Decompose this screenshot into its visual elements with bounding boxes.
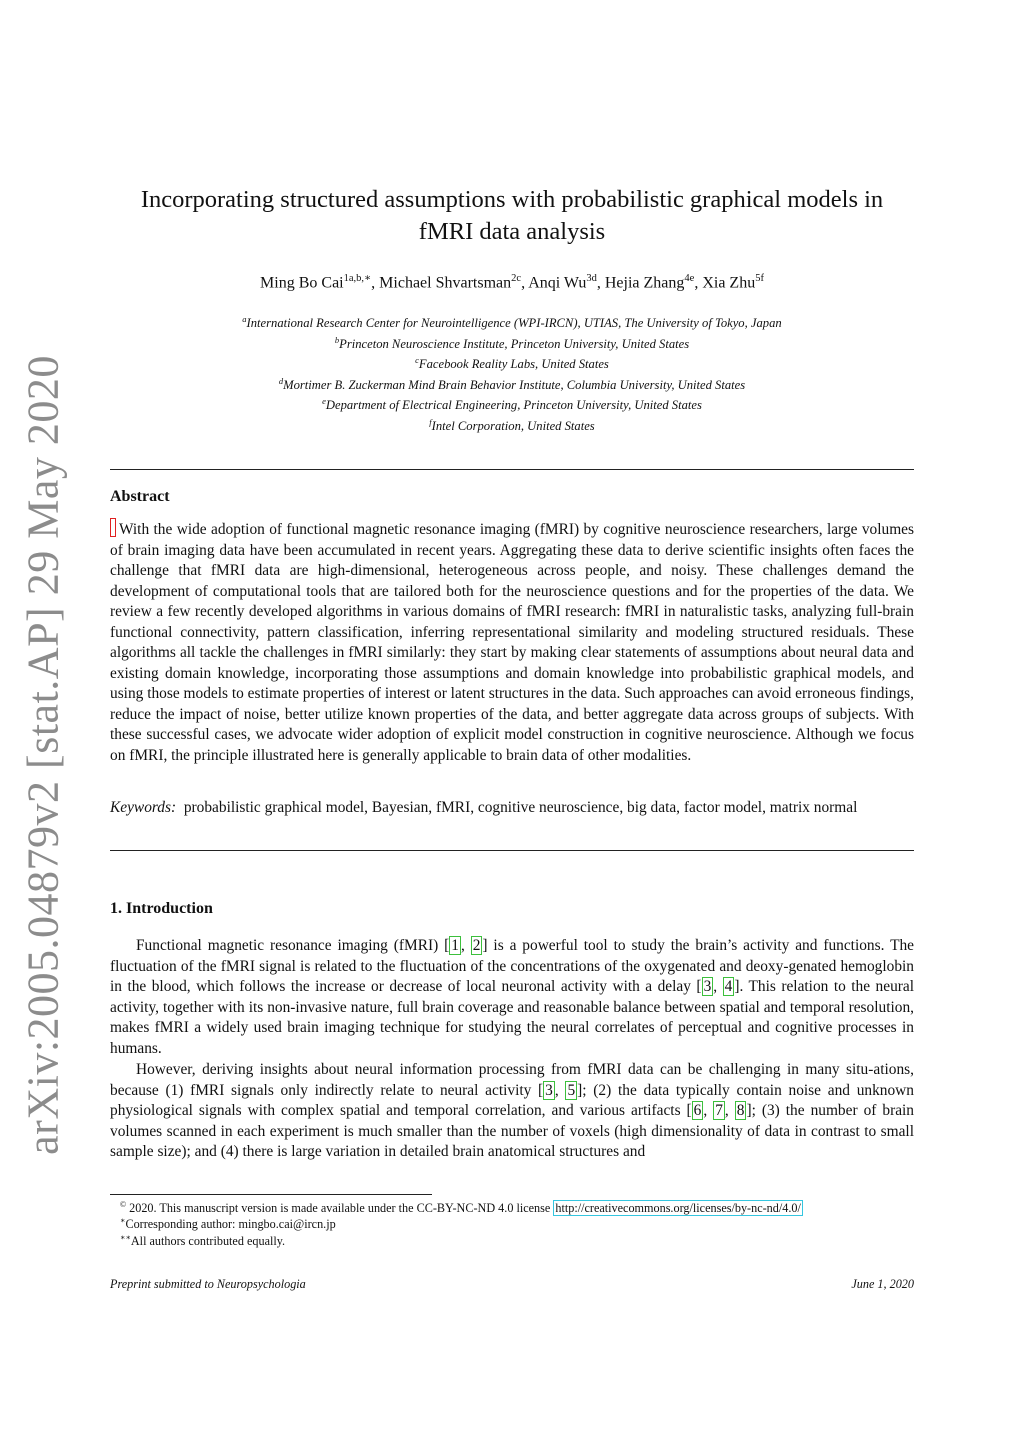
body-text: ] is a powerful tool to study the brain’s activity and functions. The fluctuation of the fMRI signal is related to the fluctuation of the concentrations of the oxygenated and deoxy-genated hemoglobin in the blood, which follows the increase or decrease of local neuronal activity with a delay [ [110,937,914,995]
body-text: , [713,978,723,995]
affiliation-text: Intel Corporation, United States [431,419,595,434]
arxiv-identifier-sidebar [18,355,68,1155]
abstract-body [110,518,914,766]
citation-link[interactable]: 8 [736,1102,745,1119]
body-text: , [703,1102,714,1119]
intro-paragraph-1 [110,936,914,1059]
affiliation-sup: b [334,334,340,345]
affiliation-item [110,373,914,394]
title-line-2: fMRI data analysis [418,218,606,245]
body-text: ]; (3) the number of brain volumes scanned in each experiment is much smaller than the number of voxels (high dimensionality of data in contrast to small sample size); and (4) there is large variation in detailed brain anatomical structures and [110,1102,914,1160]
equal-text: All authors contributed equally. [130,1234,286,1249]
keywords-text: probabilistic graphical model, Bayesian, fMRI, cognitive neuroscience, big data, factor model, matrix normal [183,799,858,816]
citation-link[interactable]: 1 [451,937,459,954]
citation-link[interactable]: 2 [472,937,481,954]
footnote-mark: ∗∗ [120,1233,131,1242]
citation-link[interactable]: 5 [567,1081,576,1099]
footnote-mark: ∗ [120,1216,126,1225]
affiliation-list [110,311,914,435]
author-affil-sup: 2c [511,273,522,284]
arxiv-identifier-text: arXiv:2005.04879v2 [stat.AP] 29 May 2020 [18,355,68,1155]
affiliation-sup: c [415,355,419,366]
author-name: Xia Zhu [702,274,756,292]
affiliation-sup: f [429,416,432,427]
license-link[interactable]: http://creativecommons.org/licenses/by-nc-nd/4.0/ [555,1201,801,1216]
author-list [110,272,914,292]
author-separator: , [694,274,703,292]
author-affil-sup: 1a,b,∗ [343,273,372,284]
affiliation-item [110,393,914,414]
affiliation-text: Department of Electrical Engineering, Princeton University, United States [325,398,702,413]
keywords [110,798,914,819]
body-text: , [724,1102,735,1119]
author-separator: , [596,274,605,292]
affiliation-text: Facebook Reality Labs, United States [418,357,609,372]
affiliation-sup: e [322,396,326,407]
citation-link[interactable]: 3 [545,1081,553,1099]
body-text: ]. This relation to the neural activity, together with its non-invasive nature, full brain coverage and reasonable balance between spatial and temporal resolution, makes fMRI a widely used brain imaging technique for studying the neural correlates of perceptual and cognitive processes in humans. [110,978,915,1057]
body-text: ]; (2) the data typically contain noise and unknown physiological signals with complex spatial and temporal correlation, and various artifacts [ [110,1081,914,1119]
author-affil-sup: 4e [684,273,695,284]
author-name: Hejia Zhang [604,274,685,292]
intro-paragraph-2 [110,1060,914,1163]
body-text: , [554,1081,566,1099]
abstract-text: With the wide adoption of functional magnetic resonance imaging (fMRI) by cognitive neuroscience researchers, large volumes of brain imaging data have been accumulated in recent years. Aggregating these data to derive scientific insights often faces the challenge that fMRI data are high-dimensional, heterogeneous across people, and noisy. These challenges demand the development of computational tools that are tailored both for the neuroscience questions and for the properties of the data. We review a few recently developed algorithms in various domains of fMRI research: fMRI in naturalistic tasks, analyzing full-brain functional connectivity, pattern classification, inferring representational similarity and modeling structured residuals. These algorithms all tackle the challenges in fMRI similarly: they start by making clear statements of assumptions about neural data and existing domain knowledge, incorporating those assumptions and domain knowledge into probabilistic graphical models, and using those models to estimate properties of interest or latent structures in the data. Such approaches can avoid erroneous findings, reduce the impact of noise, better utilize known properties of the data, and better aggregate data across groups of subjects. With these successful cases, we advocate wider adoption of explicit model construction in cognitive neuroscience. Although we focus on fMRI, the principle illustrated here is generally applicable to brain data of other modalities. [110,521,914,764]
author-affil-sup: 3d [586,273,597,284]
affiliation-item [110,311,914,332]
author-name: Ming Bo Cai [260,274,344,292]
affiliation-text: Mortimer B. Zuckerman Mind Brain Behavior Institute, Columbia University, United States [283,377,746,392]
author-separator: , [371,274,380,292]
affiliation-item [110,332,914,353]
author-name: Michael Shvartsman [379,274,512,292]
keywords-label: Keywords: [110,799,177,816]
paper-title [110,184,914,248]
affiliation-text: Princeton Neuroscience Institute, Princeton University, United States [339,336,690,351]
body-text: Functional magnetic resonance imaging (fMRI) [ [136,937,450,954]
citation-link[interactable]: 7 [715,1102,723,1119]
section-heading-introduction: 1. Introduction [110,900,213,917]
footnote-copyright [120,1200,803,1216]
citation-link[interactable]: 3 [703,978,712,995]
corresponding-text: Corresponding author: mingbo.cai@ircn.jp [125,1217,336,1232]
affiliation-item [110,352,914,373]
author-affil-sup: 5f [755,273,764,284]
abstract-heading: Abstract [110,488,170,505]
date-footer: June 1, 2020 [851,1277,914,1291]
affiliation-item [110,414,914,435]
journal-footer: Preprint submitted to Neuropsychologia [110,1277,306,1291]
title-line-1: Incorporating structured assumptions with probabilistic graphical models in [140,186,884,213]
author-name: Anqi Wu [528,274,587,292]
footnote-rule [110,1194,432,1195]
copyright-symbol: © [120,1200,127,1209]
citation-link[interactable]: 4 [724,978,733,995]
affiliation-sup: a [242,314,247,324]
footnote-equal [120,1233,285,1249]
copyright-text: 2020. This manuscript version is made available under the CC-BY-NC-ND 4.0 license [126,1201,554,1216]
footnote-corresponding [120,1216,336,1232]
body-text: However, deriving insights about neural information processing from fMRI data can be challenging in many situ-ations, because (1) fMRI signals only indirectly relate to neural activity [ [110,1061,914,1099]
author-separator: , [521,274,529,292]
abstract-bottom-rule [110,850,914,851]
affiliation-text: International Research Center for Neurointelligence (WPI-IRCN), UTIAS, The University of Tokyo, Japan [246,316,782,331]
body-text: , [460,937,471,954]
affiliation-sup: d [278,375,284,386]
annotation-marker[interactable] [110,518,116,537]
citation-link[interactable]: 6 [693,1102,702,1119]
abstract-top-rule [110,469,914,470]
